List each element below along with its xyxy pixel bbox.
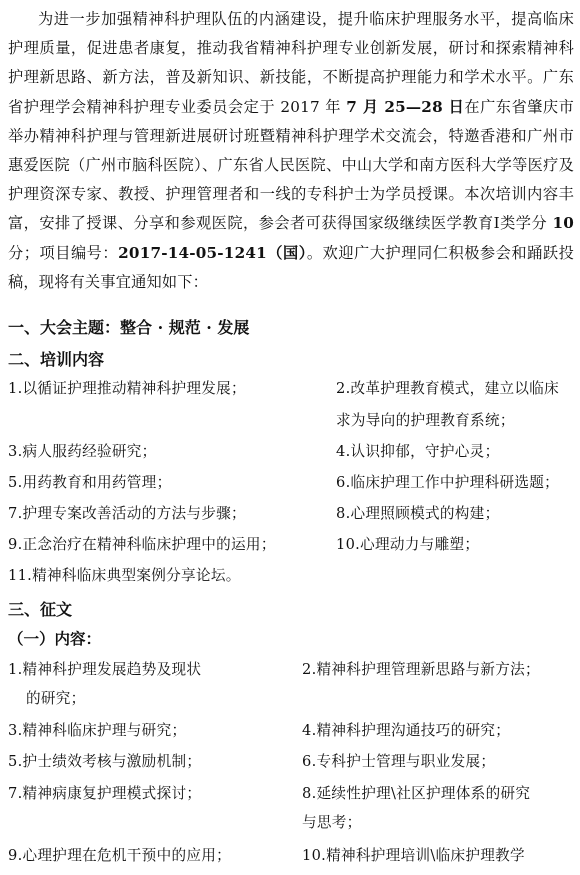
training-item: 9.正念治疗在精神科临床护理中的运用； [8, 536, 276, 553]
training-item: 11.精神科临床典型案例分享论坛。 [8, 567, 241, 584]
training-item: 4.认识抑郁，守护心灵； [336, 443, 500, 460]
paper-topic-item-continued: 的研究； [26, 690, 86, 707]
training-item: 6.临床护理工作中护理科研选题； [336, 474, 560, 491]
intro-text-2: 在广东省肇庆市举办精神科护理与管理新进展研讨班暨精神科护理学术交流会，特邀香港和广州市惠爱医院（广州市脑科医院）、广东省人民医院、中山大学和南方医科大学等医疗及护理资深专家、教授、护理管理者和一线的专科护士为学员授课。本次培训内容丰富，安排了授课、分享和参观医院，参会者可获得国家级继续医学教育Ⅰ类学分 [8, 97, 575, 233]
papers-heading: 三、征文 [8, 600, 73, 619]
papers-content-subheading: （一）内容： [8, 629, 102, 648]
theme-heading: 一、大会主题：整合 · 规范 · 发展 [8, 318, 250, 337]
training-item: 7.护理专案改善活动的方法与步骤； [8, 505, 246, 522]
paper-topic-item: 9.心理护理在危机干预中的应用； [8, 847, 232, 864]
paper-topic-item: 5.护士绩效考核与激励机制； [8, 753, 202, 770]
training-item: 8.心理照顾模式的构建； [336, 505, 500, 522]
intro-paragraph [8, 5, 574, 297]
paper-topic-item: 8.延续性护理\社区护理体系的研究 [302, 785, 531, 802]
training-item: 1.以循证护理推动精神科护理发展； [8, 380, 246, 397]
paper-topic-item: 3.精神科临床护理与研究； [8, 722, 187, 739]
intro-text-1: 为进一步加强精神科护理队伍的内涵建设，提升临床护理服务水平，提高临床护理质量，促进患者康复，推动我省精神科护理专业创新发展，研讨和探索精神科护理新思路、新方法，普及新知识、新技能，不断提高护理能力和学术水平。广东省护理学会精神科护理专业委员会定于 2017 年 [8, 10, 574, 116]
paper-topic-item: 10.精神科护理培训\临床护理教学 [302, 847, 525, 864]
intro-text-3: 分；项目编号： [8, 243, 119, 262]
credit-count: 10 [552, 214, 574, 233]
training-item: 3.病人服药经验研究； [8, 443, 157, 460]
paper-topic-item: 1.精神科护理发展趋势及现状 [8, 661, 202, 678]
training-item: 5.用药教育和用药管理； [8, 474, 172, 491]
paper-topic-item: 7.精神病康复护理模式探讨； [8, 785, 202, 802]
paper-topic-item: 2.精神科护理管理新思路与新方法； [302, 661, 540, 678]
event-date: 7 月 25—28 日 [346, 97, 465, 116]
paper-topic-item: 4.精神科护理沟通技巧的研究； [302, 722, 511, 739]
project-number: 2017-14-05-1241（国） [118, 243, 307, 262]
paper-topic-item-continued: 与思考； [302, 814, 362, 831]
training-item: 10.心理动力与雕塑； [336, 536, 480, 553]
paper-topic-item: 6.专科护士管理与职业发展； [302, 753, 496, 770]
intro-text-4: 。欢迎广大护理同仁积极参会和踊跃投稿，现将有关事宜通知如下： [8, 243, 574, 291]
training-item: 2.改革护理教育模式，建立以临床 [336, 380, 560, 397]
training-item-continued: 求为导向的护理教育系统； [336, 412, 515, 429]
training-heading: 二、培训内容 [8, 350, 105, 369]
